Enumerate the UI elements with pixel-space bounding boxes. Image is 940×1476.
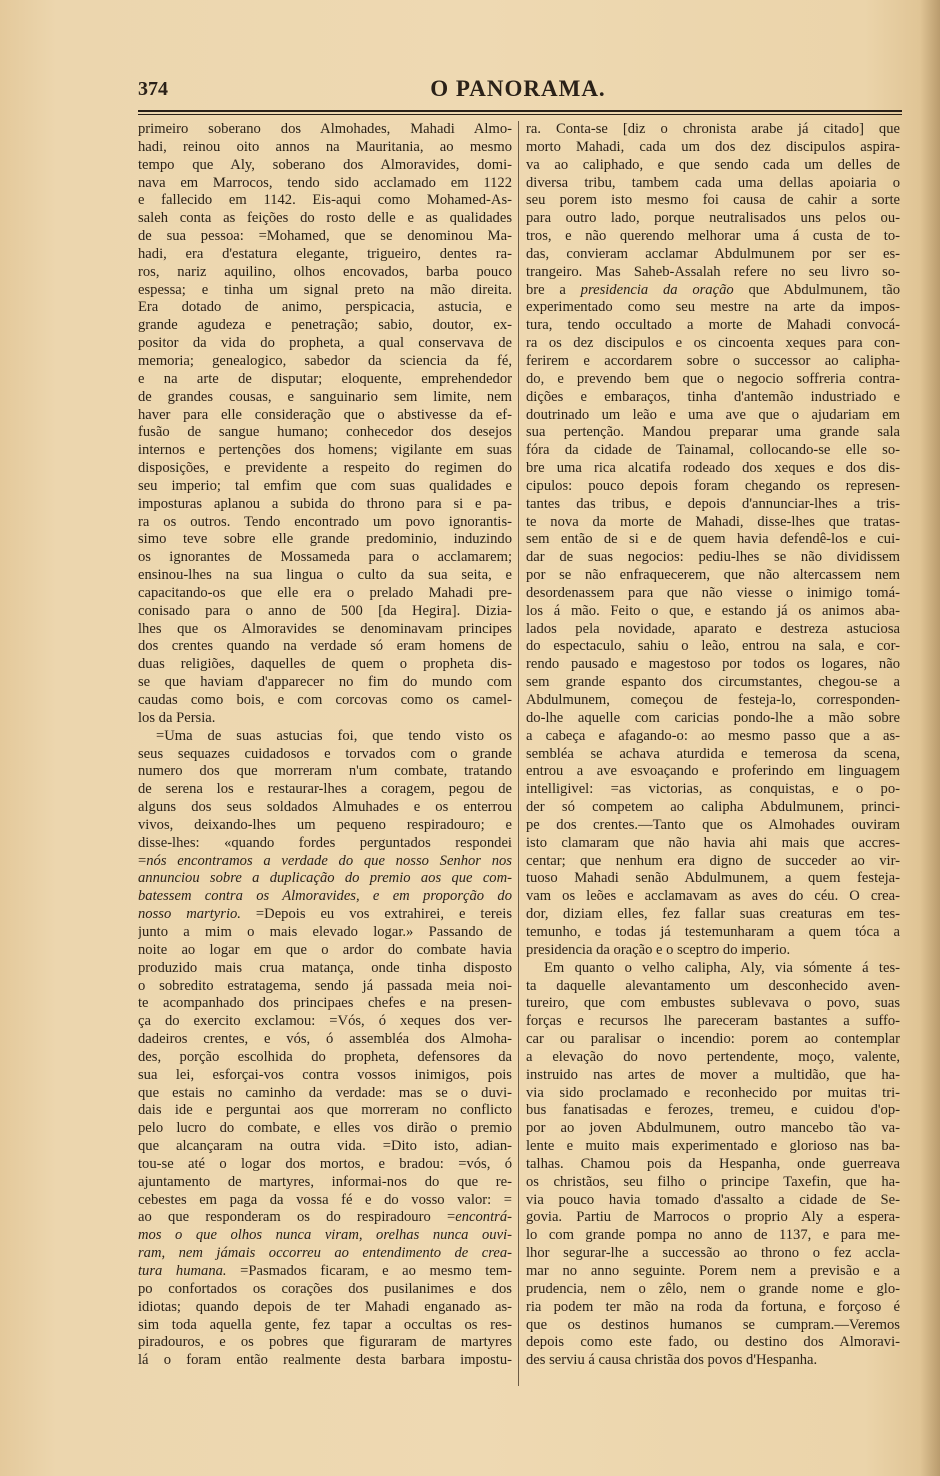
text-line: sua lei, esforçai-vos contra vossos inimigos, pois [138,1066,512,1083]
text-line: los da Persia. [138,709,216,726]
text-line: disposições, e previdente a respeito do regimen do [138,460,512,477]
text-line: morto Mahadi, cada um dos dez discipulos aspira- [526,138,900,155]
text-line: lados pela novidade, aparato e destreza astuciosa [526,620,900,637]
text-line: duas religiões, daquelles de quem o propheta dis- [138,656,512,673]
text-line: o sobredito estratagema, sendo já passada meia noi- [138,977,512,994]
text-line: de serena los e restaurar-lhes a coragem, pegou de [138,781,512,798]
text-line: tureiro, que com embustes sublevava o povo, suas [526,995,900,1012]
column-divider [518,121,519,1386]
text-line: trangeiro. Mas Saheb-Assalah refere no seu livro so- [526,263,900,280]
text-line: que estais no caminho da verdade: mas se o duvi- [138,1084,512,1101]
italic-text: batessem contra os Almoravides, e em proporção do [138,888,512,905]
text-line: bre a presidencia da oração que Abdulmunem, tão [526,281,900,298]
text-line: presidencia da oração e o sceptro do imperio. [526,941,791,958]
text-line: se que haviam d'apparecer no fim do mundo com [138,674,512,691]
text-line: numero dos que morreram n'um combate, tratando [138,763,512,780]
text-line: via pouco havia tomado d'assalto a cidade de Se- [526,1191,900,1208]
text-line: pe dos crentes.—Tanto que os Almohades ouviram [526,816,900,833]
text-line: fóra da cidade de Tainamal, collocando-se elle so- [526,442,900,459]
text-line: piradouros, e os pobres que figuraram de martyres [138,1334,512,1351]
text-line: te nova da morte de Mahadi, disse-lhes que tratas- [526,513,900,530]
text-line: centar; que nenhum era digno de succeder ao vir- [526,852,900,869]
text-line: tempo que Aly, soberano dos Almoravides, domi- [138,156,512,173]
text-line: fusão de sangue humano; conhecedor dos desejos [138,424,512,441]
text-line: dais ide e perguntai aos que morreram no conflicto [138,1102,512,1119]
text-line: ria podem ter mão na roda da fortuna, e forçoso é [526,1298,900,1315]
text-line: doutrinado um leão e uma ave que o ajudariam em [526,406,900,423]
text-line: cebestes em paga da vossa fé e do vosso valor: = [138,1191,512,1208]
text-line: de grandes cousas, e sanguinario sem limite, nem [138,388,512,405]
italic-text: nós encontramos a verdade do que nosso Senhor nos [146,852,512,869]
text-line: te acompanhado dos principaes chefes e na presen- [138,995,512,1012]
text-line: depois como este fado, ou destino dos Almoravi- [526,1334,900,1351]
text-line: tura humana. =Pasmados ficaram, e ao mesmo tem- [138,1263,512,1279]
text-line: por ao joven Abdulmunem, outro mancebo tão va- [526,1120,900,1137]
text-line: dições e embaraços, tinha d'antemão industriado e [526,388,900,405]
text-line: mar no anno seguinte. Porem nem a previsão e a [526,1263,900,1279]
text-line: diversa tribu, tambem cada uma dellas apoiaria o [526,174,900,191]
text-line: junto a mim o mais elevado logar.» Passando de [138,923,512,940]
text-line: nava em Marrocos, tendo sido acclamado em 1122 [138,174,512,191]
text-line: caudas como bois, e com corcovas como os camel- [138,692,512,708]
right-column [526,121,900,1370]
text-line: internos e pertenções dos homens; vigilante em suas [138,442,512,459]
text-line: =Uma de suas astucias foi, que tendo visto os [156,727,512,744]
page-edge-shadow [920,0,940,1476]
text-line [138,888,512,906]
text-line: a cabeça e afagando-o: ao mesmo passo que a as- [526,727,900,744]
text-line: do-lhe aquelle com caricias pondo-lhe a mão sobre [526,709,900,726]
text-line [138,1245,512,1263]
text-line: vivos, deixando-lhes um pequeno respiradouro; e [138,816,512,833]
text-line: conisado para o anno de 500 [da Hegira]. Dizia- [138,602,512,619]
italic-text: nosso martyrio. [138,906,241,923]
italic-text: ram, nem jámais occorreu ao entendimento de crea- [138,1245,512,1262]
italic-text: mos o que olhos nunca viram, orelhas nunca ouvi- [138,1227,512,1244]
page-number: 374 [138,78,168,100]
text-line: seus sequazes cuidadosos e torvados com o grande [138,745,512,762]
text-line: espessa; e tinha um signal preto na mão direita. [138,281,512,298]
text-line [138,870,512,888]
text-line: para outro lado, porque neutralisados uns pelos ou- [526,210,900,227]
text-line: forças e recursos lhe pareceram bastantes a suffo- [526,1013,900,1030]
text-line: lá o foram então realmente desta barbara impostu- [138,1352,512,1369]
text-line: lente e muito mais experimentado e glorioso nas ba- [526,1138,900,1155]
text-line: isto clamaram que não havia ahi mais que accres- [526,834,900,851]
text-line: hadi, reinou oito annos na Mauritania, ao mesmo [138,138,512,155]
text-line: alguns dos seus soldados Almuhades e os enterrou [138,799,512,816]
text-line: bus fanatisadas e ferozes, tremeu, e cuidou d'op- [526,1102,900,1119]
text-line: grande agudeza e penetração; sabio, doutor, ex- [138,317,512,334]
italic-text: annunciou sobre a duplicação do premio aos que com- [138,870,512,887]
text-line: seu porem isto mesmo foi causa de cahir a sorte [526,192,900,209]
text-line: dadeiros crentes, e vós, ó assembléa dos Almoha- [138,1031,512,1048]
text-line: sembléa se achava aturdida e temerosa da scena, [526,745,900,762]
text-line: seu imperio; tal emfim que com suas qualidades e [138,477,512,494]
text-line: memoria; genealogico, sabedor da sciencia da fé, [138,352,512,369]
text-line: ao que responderam os do respiradouro =encontrá- [138,1209,512,1226]
page-header [138,74,898,108]
text-line: tantes das tribus, e depois d'annunciar-lhes a tris- [526,495,900,512]
text-line: via sido proclamado e reconhecido por muitas tri- [526,1084,900,1101]
text-line: positor da vida do propheta, a qual conservava de [138,335,512,352]
text-line: lo com grande pompa no anno de 1137, e para me- [526,1227,900,1244]
text-line: que os destinos humanos se cumpram.—Veremos [526,1316,900,1333]
text-line: do espectaculo, sahiu o leão, entrou na sala, e cor- [526,638,900,655]
text-line: prudencia, nem o zêlo, nem o grande nome e glo- [526,1280,900,1297]
text-line: simo teve sobre elle grande predominio, induzindo [138,531,512,548]
text-line: do, e prevendo bem que o negocio soffreria contra- [526,370,900,387]
header-rule-thin [138,114,902,115]
text-line: ra os dez discipulos e os cincoenta xeques para con- [526,335,900,352]
text-line: sem então de si e de quem havia defendê-los e cui- [526,531,900,548]
text-line: disse-lhes: «quando fordes perguntados respondei [138,834,512,851]
text-line: produzido mais crua matança, onde tinha disposto [138,959,512,976]
text-line: e na arte de disputar; eloquente, emprehendedor [138,370,512,387]
text-line: ra os outros. Tendo encontrado um povo ignorantis- [138,513,512,530]
text-line: rendo pausado e magestoso por todos os logares, não [526,656,900,673]
text-line: lhes que os Almoravides se denominavam principes [138,620,512,637]
text-line: tuoso Mahadi senão Abdulmunem, a quem festeja- [526,870,900,887]
text-line: hadi, era d'estatura elegante, trigueiro, dentes ra- [138,245,512,262]
text-line: der só competem ao calipha Abdulmunem, princi- [526,799,900,816]
text-line: noite ao logar em que o ardor do combate havia [138,941,512,958]
text-line: los á mão. Feito o que, e estando já os animos aba- [526,602,900,619]
text-line: desordenassem para que não viesse o inimigo tomá- [526,584,900,601]
text-line: nosso martyrio. =Depois eu vos extrahirei, e tereis [138,906,512,923]
italic-text: presidencia da oração [580,281,749,298]
text-line: imposturas aplanou a subida do throno para si e pa- [138,495,512,512]
text-line: Em quanto o velho calipha, Aly, via sómente á tes- [544,959,900,976]
text-line: temunho, e todas já testemunharam a quem tóca a [526,923,900,940]
text-line: govia. Partiu de Marrocos o proprio Aly a espera- [526,1209,900,1226]
text-line: Abdulmunem, começou de festeja-lo, corresponden- [526,692,900,708]
text-line: tura, tendo occultado a morte de Mahadi convocá- [526,317,900,334]
text-line: bre uma rica alcatifa rodeado dos xeques e dos dis- [526,460,900,477]
text-line [138,1227,512,1245]
text-line: sua pertenção. Mandou preparar uma grande sala [526,424,900,441]
text-line: a elevação do novo pertendente, moço, valente, [526,1048,900,1065]
text-line: e fallecido em 1142. Eis-aqui como Mohamed-As- [138,192,512,209]
text-line: dar de suas negocios: pediu-lhes se não dividissem [526,549,900,566]
italic-text: encontrá- [455,1209,512,1226]
text-line: instruido nas artes de mover a multidão, que ha- [526,1066,900,1083]
text-line: ferirem e accordarem sobre o successor ao calipha- [526,352,900,369]
text-line: sim toda aquella gente, fez tapar a occultas os res- [138,1316,512,1333]
text-line: po confortados os corações dos pusilanimes e dos [138,1280,512,1297]
text-line: os christãos, seu filho o principe Taxefin, que ha- [526,1173,900,1190]
text-line: tros, e não querendo melhorar uma á custa de to- [526,228,900,245]
left-column [138,121,512,1370]
text-line: lhor segurar-lhe a successão ao throno o fez accla- [526,1245,900,1262]
text-line: de sua pessoa: =Mohamed, que se denominou Ma- [138,228,512,245]
text-line: des serviu á causa christãa dos povos d'Hespanha. [526,1352,818,1369]
text-line: intelligivel: =as victorias, as conquistas, e o po- [526,781,900,798]
text-line: pelo lucro do combate, e elles vos dirão o premio [138,1120,512,1137]
text-line: experimentado como seu mestre na arte da impos- [526,299,900,316]
text-line: talhas. Chamou pois da Hespanha, onde guerreava [526,1155,900,1172]
text-line: tou-se até o logar dos mortos, e bradou: =vós, ó [138,1155,512,1172]
text-line: =nós encontramos a verdade do que nosso Senhor nos [138,852,512,869]
text-line: cipulos: pouco depois foram chegando os represen- [526,477,900,494]
text-line: ros, nariz aquilino, olhos encovados, barba pouco [138,263,512,280]
text-line: haver para elle consideração que o abstivesse da ef- [138,406,512,423]
text-line: Era dotado de animo, perspicacia, astucia, e [138,299,512,316]
text-line: entrou a ave esvoaçando e proferindo em linguagem [526,763,900,780]
running-title: O PANORAMA. [430,76,606,101]
text-line: saleh conta as feições do rosto delle e as qualidades [138,210,512,227]
text-line: ajuntamento de martyres, informai-nos do que re- [138,1173,512,1190]
text-line: idiotas; quando depois de ter Mahadi enganado as- [138,1298,512,1315]
italic-text: tura humana. [138,1263,227,1279]
text-line: os ignorantes de Mossameda para o acclamarem; [138,549,512,566]
text-line: car ou paralisar o incendio: porem ao contemplar [526,1031,900,1048]
text-line: dor, diziam elles, fez fallar suas creaturas em tes- [526,906,900,923]
text-line: dos crentes quando na verdade só eram homens de [138,638,512,655]
header-rule [138,110,902,112]
text-line: ta daquelle alevantamento um desconhecido aven- [526,977,900,994]
text-line: des, porção escolhida do propheta, defensores da [138,1048,512,1065]
text-line: va ao caliphado, e que sendo cada um delles de [526,156,900,173]
text-line: ça do exercito exclamou: =Vós, ó xeques dos ver- [138,1013,512,1030]
text-line: capacitando-os que elle era o prelado Mahadi pre- [138,584,512,601]
text-line: sem grande espanto dos circumstantes, chegou-se a [526,674,900,691]
text-line: por se não enfraquecerem, que não altercassem nem [526,567,900,584]
text-line: primeiro soberano dos Almohades, Mahadi Almo- [138,121,512,137]
text-line: vam os leões e acclamavam as aves do céu. O crea- [526,888,900,905]
text-line: ensinou-lhes na sua lingua o culto da sua seita, e [138,567,512,584]
text-line: ra. Conta-se [diz o chronista arabe já citado] que [526,121,900,137]
text-line: que alcançaram na outra vida. =Dito isto, adian- [138,1138,512,1155]
text-line: das, convieram acclamar Abdulmunem por ser es- [526,245,900,262]
